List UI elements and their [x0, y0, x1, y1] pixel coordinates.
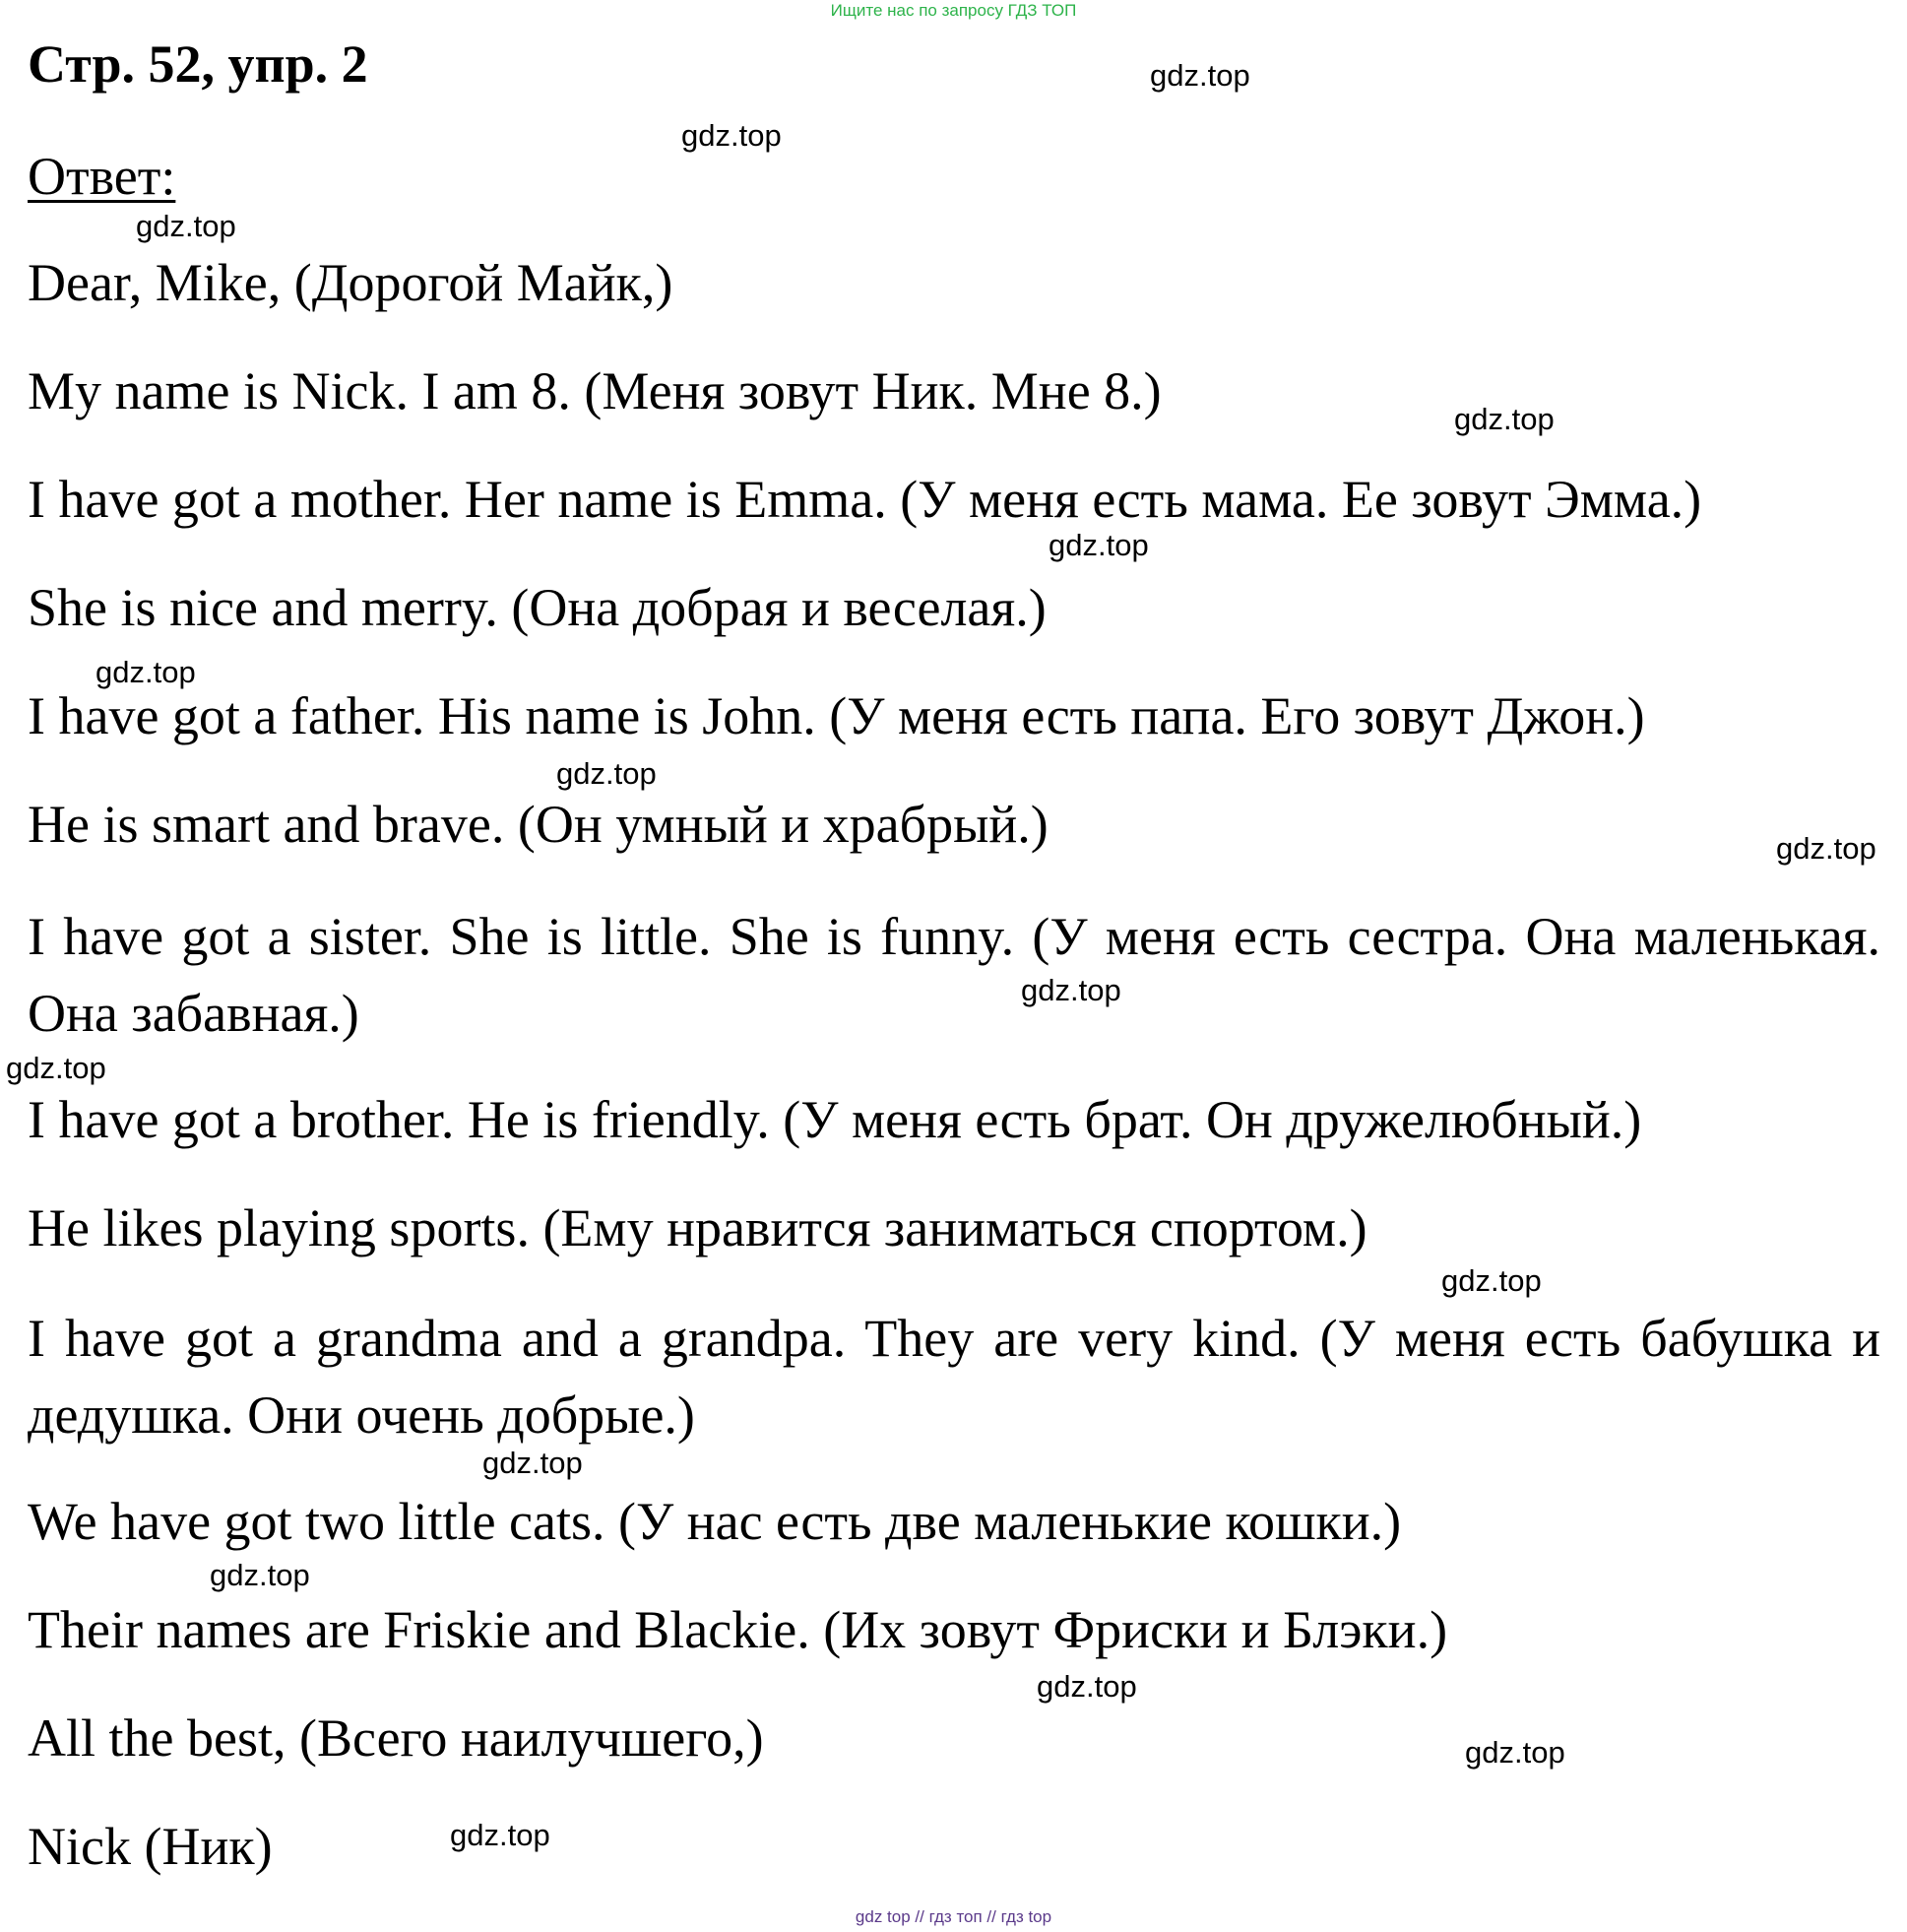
watermark: gdz.top: [556, 756, 657, 791]
top-banner: Ищите нас по запросу ГДЗ ТОП: [830, 1, 1077, 20]
watermark: gdz.top: [1049, 528, 1149, 562]
watermark: gdz.top: [136, 209, 236, 243]
watermark: gdz.top: [95, 655, 196, 689]
letter-line-sister: I have got a sister. She is little. She is funny. (У меня есть сестра. Она маленькая. Она забавная.): [28, 907, 1880, 1043]
watermark: gdz.top: [1441, 1263, 1542, 1298]
letter-line-closing: All the best, (Всего наилучшего,): [28, 1708, 764, 1768]
letter-line-cat-names: Their names are Friskie and Blackie. (Их зовут Фриски и Блэки.): [28, 1600, 1448, 1659]
letter-line-signature: Nick (Ник): [28, 1817, 273, 1876]
footer-watermark: gdz top // гдз топ // гдз top: [855, 1907, 1052, 1926]
watermark: gdz.top: [6, 1051, 106, 1085]
watermark: gdz.top: [1037, 1669, 1137, 1704]
answer-label: Ответ:: [28, 147, 176, 206]
watermark: gdz.top: [1465, 1735, 1565, 1770]
letter-line-mother: I have got a mother. Her name is Emma. (У меня есть мама. Ее зовут Эмма.): [28, 470, 1702, 529]
watermark: gdz.top: [210, 1558, 310, 1592]
letter-line-mother-traits: She is nice and merry. (Она добрая и веселая.): [28, 578, 1047, 637]
letter-line-name: My name is Nick. I am 8. (Меня зовут Ник. Мне 8.): [28, 361, 1162, 420]
letter-line-father-traits: He is smart and brave. (Он умный и храбрый.): [28, 795, 1049, 854]
watermark: gdz.top: [681, 118, 782, 153]
letter-line-greeting: Dear, Mike, (Дорогой Майк,): [28, 253, 673, 312]
letter-line-grandparents: I have got a grandma and a grandpa. They are very kind. (У меня есть бабушка и дедушка. Они очень добрые.): [28, 1309, 1880, 1445]
watermark: gdz.top: [1021, 973, 1121, 1007]
watermark: gdz.top: [1150, 58, 1250, 93]
watermark: gdz.top: [1454, 402, 1555, 436]
letter-line-father: I have got a father. His name is John. (У меня есть папа. Его зовут Джон.): [28, 686, 1645, 745]
letter-line-brother-hobby: He likes playing sports. (Ему нравится заниматься спортом.): [28, 1198, 1367, 1257]
watermark: gdz.top: [450, 1818, 550, 1852]
letter-line-cats: We have got two little cats. (У нас есть две маленькие кошки.): [28, 1492, 1402, 1551]
letter-line-brother: I have got a brother. He is friendly. (У меня есть брат. Он дружелюбный.): [28, 1090, 1642, 1149]
page-title: Стр. 52, упр. 2: [28, 34, 368, 94]
watermark: gdz.top: [482, 1446, 583, 1480]
watermark: gdz.top: [1776, 831, 1876, 866]
